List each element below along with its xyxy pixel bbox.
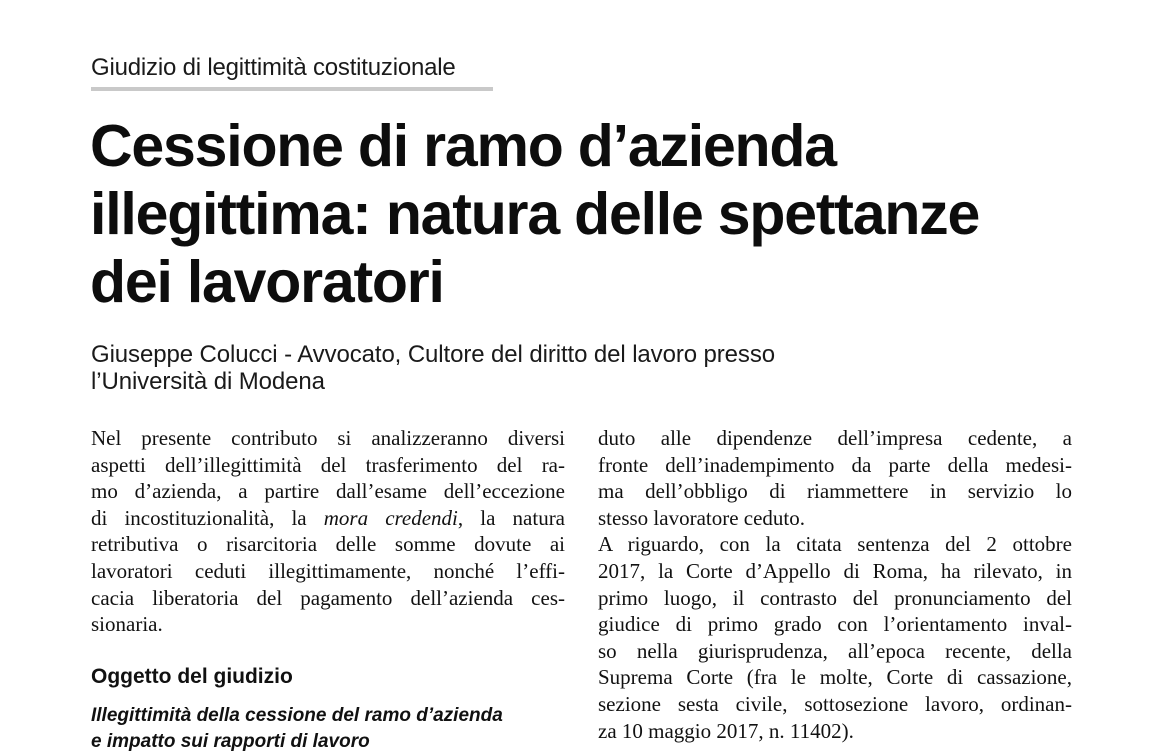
subheading-line: Illegittimità della cessione del ramo d’azienda <box>91 705 503 726</box>
abstract-column <box>91 425 565 638</box>
section-underline <box>91 87 493 91</box>
body-line: sezione sesta civile, sottosezione lavoro, ordinan- <box>598 691 1072 716</box>
title-line: illegittima: natura delle spettanze <box>90 181 980 247</box>
section-heading: Oggetto del giudizio <box>91 665 293 688</box>
abstract-line: lavoratori ceduti illegittimamente, nonché l’effi- <box>91 558 565 583</box>
abstract-line: Nel presente contributo si analizzeranno diversi <box>91 426 565 450</box>
abstract-line: retributiva o risarcitoria delle somme dovute ai <box>91 532 565 557</box>
abstract-text: di incostituzionalità, la <box>91 505 324 530</box>
section-subheading <box>91 703 571 755</box>
abstract-line: cacia liberatoria del pagamento dell’azienda ces- <box>91 585 565 610</box>
body-line: Suprema Corte (fra le molte, Corte di cassazione, <box>598 665 1072 690</box>
section-label: Giudizio di legittimità costituzionale <box>91 54 456 81</box>
author-line: Giuseppe Colucci - Avvocato, Cultore del diritto del lavoro presso <box>91 341 775 368</box>
abstract-line <box>91 505 565 532</box>
abstract-line: sionaria. <box>91 612 163 637</box>
abstract-line: aspetti dell’illegittimità del trasferimento del ra- <box>91 452 565 477</box>
body-line: ma dell’obbligo di riammettere in servizio lo <box>598 479 1072 504</box>
body-line: giudice di primo grado con l’orientamento inval- <box>598 612 1072 637</box>
title-line: dei lavoratori <box>90 249 444 315</box>
subheading-line: e impatto sui rapporti di lavoro <box>91 731 370 752</box>
body-line: za 10 maggio 2017, n. 11402). <box>598 718 854 743</box>
body-line: duto alle dipendenze dell’impresa cedente, a <box>598 426 1072 450</box>
author-line: l’Università di Modena <box>91 368 325 395</box>
body-line: 2017, la Corte d’Appello di Roma, ha rilevato, in <box>598 558 1072 583</box>
abstract-line: mo d’azienda, a partire dall’esame dell’eccezione <box>91 479 565 504</box>
body-column-right <box>598 425 1072 744</box>
abstract-text: , la natura <box>457 505 566 530</box>
body-line: A riguardo, con la citata sentenza del 2 ottobre <box>598 532 1072 557</box>
author-byline <box>91 341 775 395</box>
body-line: stesso lavoratore ceduto. <box>598 505 806 530</box>
article-title <box>90 112 1130 316</box>
title-line: Cessione di ramo d’azienda <box>90 113 836 179</box>
abstract-italic-term: mora credendi <box>323 505 458 530</box>
body-line: fronte dell’inadempimento da parte della medesi- <box>598 452 1072 477</box>
body-line: primo luogo, il contrasto del pronunciamento del <box>598 585 1072 610</box>
body-line: so nella giurisprudenza, all’epoca recente, della <box>598 638 1072 663</box>
